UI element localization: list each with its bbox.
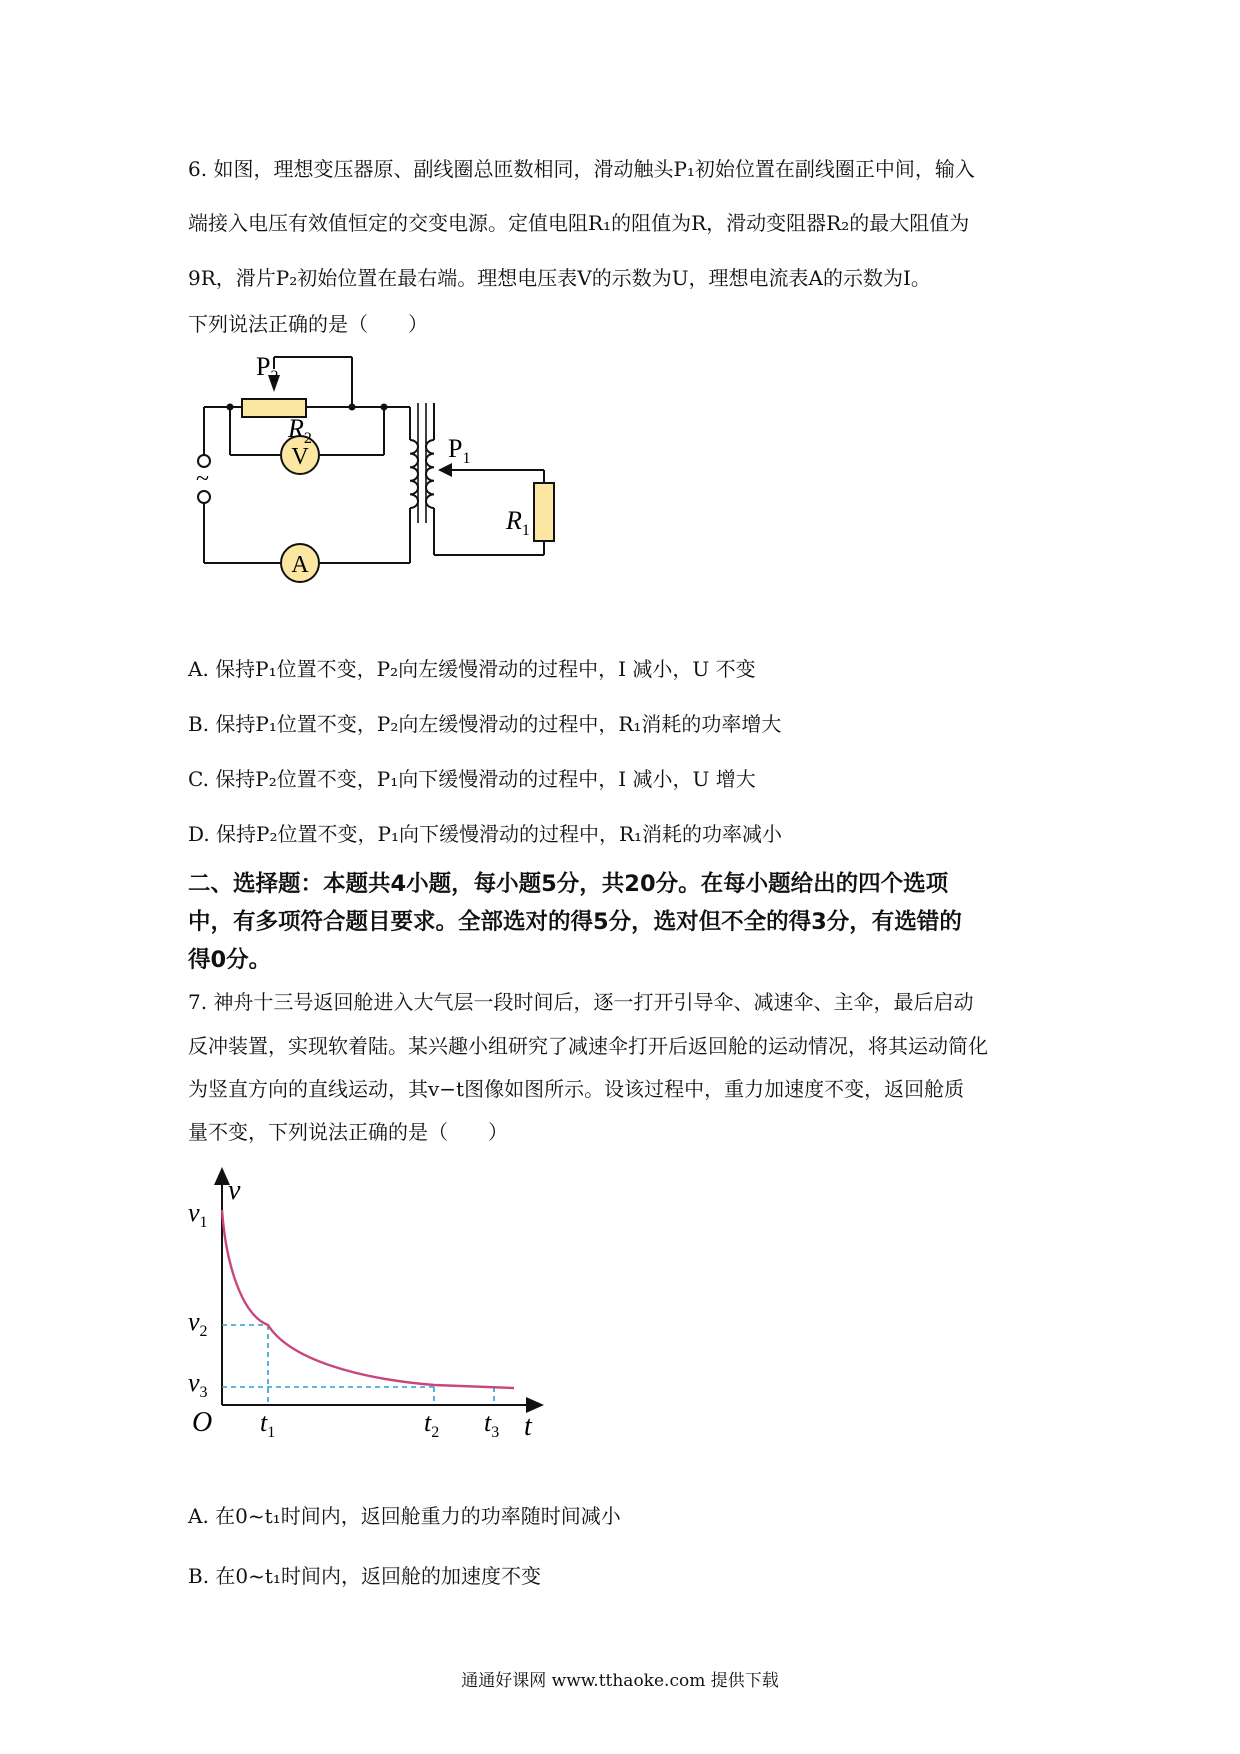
y-tick-sub: 2 <box>199 1323 208 1340</box>
svg-text:R1 <box>505 506 530 539</box>
q6-line-2: 端接入电压有效值恒定的交变电源。定值电阻R₁的阻值为R，滑动变阻器R₂的最大阻值为 <box>188 211 970 235</box>
x-axis-label: t <box>524 1411 532 1442</box>
q6-line-3: 9R，滑片P₂初始位置在最右端。理想电压表V的示数为U，理想电流表A的示数为I。 <box>188 266 931 290</box>
x-tick-label: t <box>424 1408 432 1437</box>
q7-option-b: B. 在0~t₁时间内，返回舱的加速度不变 <box>188 1564 541 1588</box>
p1-arrow-icon <box>438 463 452 477</box>
svg-text:R2 <box>287 414 312 447</box>
y-tick-sub: 1 <box>199 1214 208 1231</box>
section2-line-3: 得0分。 <box>188 947 272 973</box>
x-tick-label: t <box>260 1408 268 1437</box>
svg-text:P1 <box>448 434 470 467</box>
section2-line-1: 二、选择题：本题共4小题，每小题5分，共20分。在每小题给出的四个选项 <box>188 871 949 897</box>
ammeter-label: A <box>291 552 309 578</box>
q7-line-1: 7. 神舟十三号返回舱进入大气层一段时间后，逐一打开引导伞、减速伞、主伞，最后启动 <box>188 990 974 1014</box>
origin-label: O <box>192 1407 213 1438</box>
y-tick-label: v <box>188 1307 200 1336</box>
label-p1-sub: 1 <box>462 450 471 467</box>
y-tick-sub: 3 <box>199 1384 208 1401</box>
y-axis-label: v <box>228 1175 241 1206</box>
y-tick-label: v <box>188 1368 200 1397</box>
label-r1-sub: 1 <box>521 522 530 539</box>
label-r1: R <box>506 506 522 535</box>
label-p2-sub: 2 <box>270 368 279 385</box>
footer-credit: 通通好课网 www.tthaoke.com 提供下载 <box>461 1671 779 1691</box>
svg-text:t2 <box>424 1408 439 1441</box>
svg-text:t1 <box>260 1408 275 1441</box>
vt-chart <box>180 1155 560 1445</box>
q7-option-a: A. 在0~t₁时间内，返回舱重力的功率随时间减小 <box>188 1504 621 1528</box>
q6-option-b: B. 保持P₁位置不变，P₂向左缓慢滑动的过程中，R₁消耗的功率增大 <box>188 712 782 736</box>
voltmeter-label: V <box>291 444 309 470</box>
q7-line-2: 反冲装置，实现软着陆。某兴趣小组研究了减速伞打开后返回舱的运动情况，将其运动简化 <box>188 1034 988 1058</box>
label-r2: R <box>288 414 304 443</box>
circuit-figure <box>190 345 590 600</box>
source-symbol: ~ <box>196 466 209 492</box>
junction-dot <box>349 404 356 411</box>
svg-text:t3 <box>484 1408 499 1441</box>
resistor-r1 <box>534 483 554 541</box>
x-tick-sub: 2 <box>431 1424 440 1441</box>
svg-text:v2 <box>188 1307 208 1340</box>
label-r2-sub: 2 <box>303 430 312 447</box>
y-tick-label: v <box>188 1198 200 1227</box>
label-p2: P <box>256 352 271 381</box>
q6-option-c: C. 保持P₂位置不变，P₁向下缓慢滑动的过程中，I 减小，U 增大 <box>188 767 756 791</box>
q6-option-a: A. 保持P₁位置不变，P₂向左缓慢滑动的过程中，I 减小，U 不变 <box>188 657 756 681</box>
velocity-curve <box>222 1210 514 1388</box>
q7-line-3: 为竖直方向的直线运动，其v−t图像如图所示。设该过程中，重力加速度不变，返回舱质 <box>188 1077 965 1101</box>
junction-dot <box>381 404 388 411</box>
q6-option-d: D. 保持P₂位置不变，P₁向下缓慢滑动的过程中，R₁消耗的功率减小 <box>188 822 783 846</box>
svg-text:v3 <box>188 1368 208 1401</box>
section2-line-2: 中，有多项符合题目要求。全部选对的得5分，选对但不全的得3分，有选错的 <box>188 909 962 935</box>
junction-dot <box>227 404 234 411</box>
x-tick-sub: 3 <box>491 1424 500 1441</box>
x-tick-label: t <box>484 1408 492 1437</box>
x-tick-sub: 1 <box>267 1424 276 1441</box>
source-terminal-bottom <box>198 491 210 503</box>
svg-text:v1 <box>188 1198 208 1231</box>
label-p1: P <box>448 434 463 463</box>
q6-line-4: 下列说法正确的是（ ） <box>188 312 428 336</box>
q6-line-1: 6. 如图，理想变压器原、副线圈总匝数相同，滑动触头P₁初始位置在副线圈正中间，输入 <box>188 157 975 181</box>
q7-line-4: 量不变，下列说法正确的是（ ） <box>188 1120 508 1144</box>
